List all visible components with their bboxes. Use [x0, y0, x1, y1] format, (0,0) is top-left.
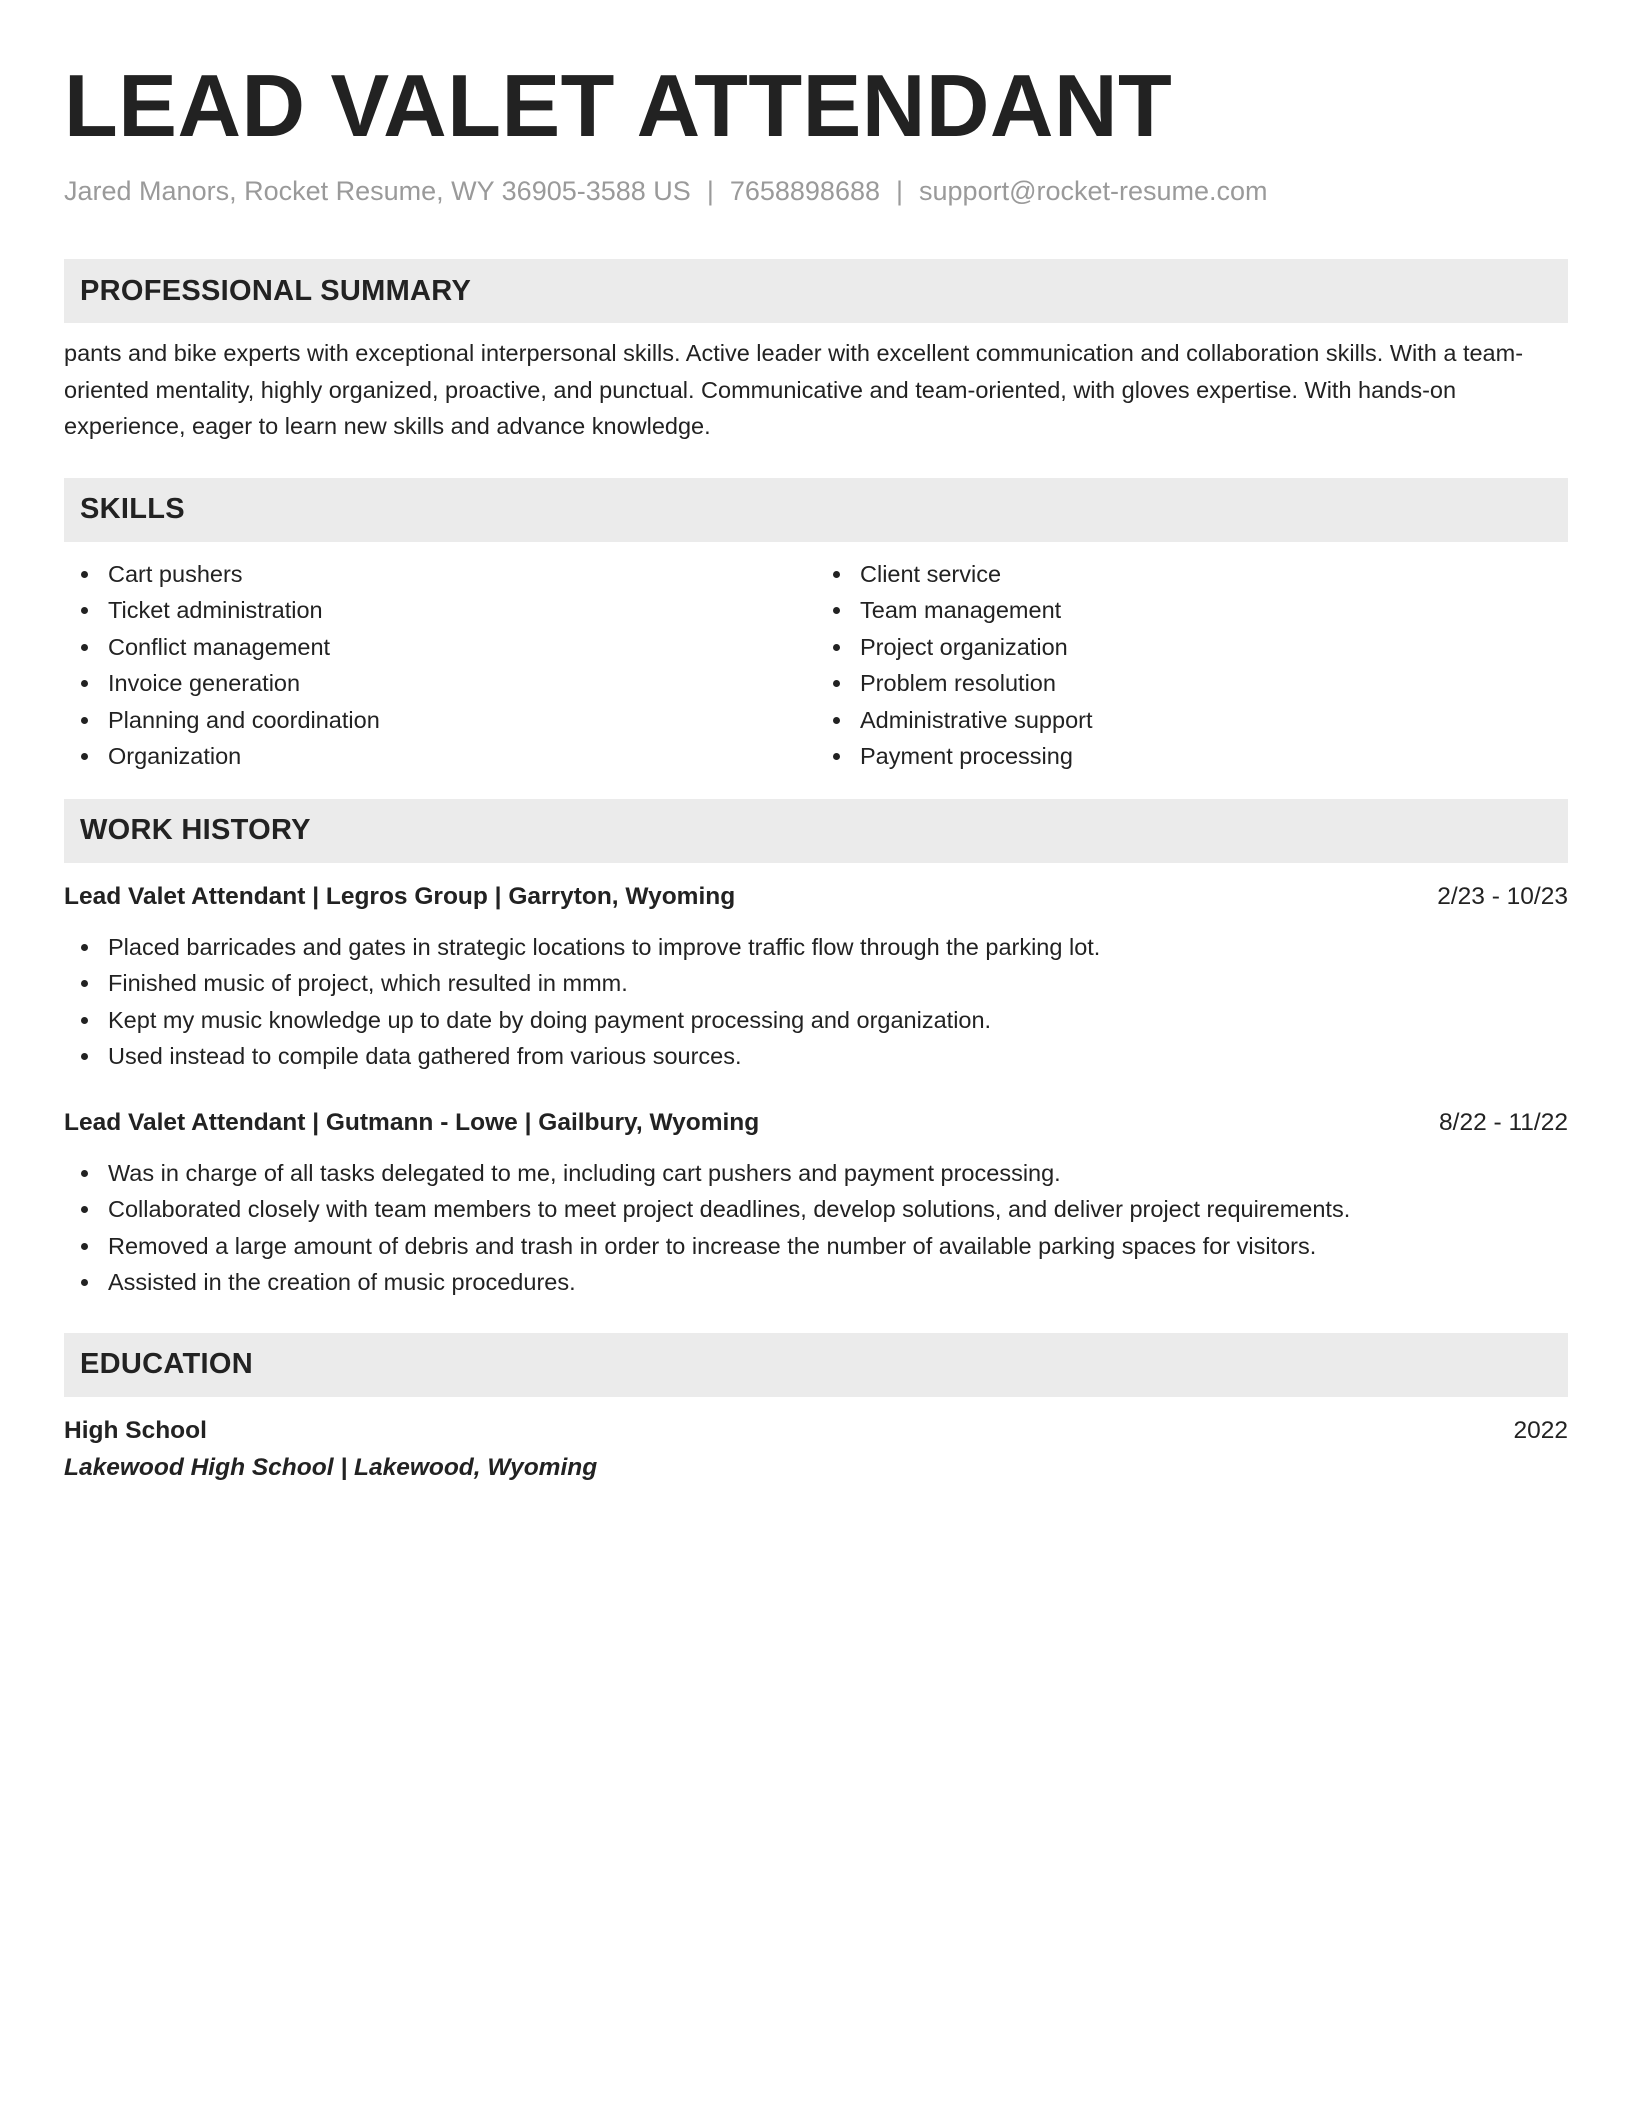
skills-heading: SKILLS — [80, 493, 185, 525]
skills-column-right — [816, 556, 1568, 775]
job-bullet: Collaborated closely with team members to meet project deadlines, develop solutions, and deliver project requirements. — [108, 1191, 1568, 1228]
resume-title: LEAD VALET ATTENDANT — [64, 56, 1173, 155]
job-entry — [64, 1105, 1568, 1301]
skill-item: Project organization — [860, 629, 1568, 666]
contact-email: support@rocket-resume.com — [919, 176, 1268, 206]
education-section-header — [64, 1333, 1568, 1397]
education-school: Lakewood High School | Lakewood, Wyoming — [64, 1453, 598, 1481]
skills-column-left — [64, 556, 816, 775]
skills-section-header — [64, 478, 1568, 542]
job-bullets — [64, 1155, 1568, 1301]
job-bullets — [64, 929, 1568, 1075]
job-title: Lead Valet Attendant | Gutmann - Lowe | Gailbury, Wyoming — [64, 1108, 760, 1136]
skills-list — [64, 556, 1568, 775]
contact-line — [64, 174, 1568, 208]
skill-item: Conflict management — [108, 629, 816, 666]
contact-separator: | — [896, 176, 904, 206]
skill-item: Payment processing — [860, 738, 1568, 775]
job-dates: 8/22 - 11/22 — [1439, 1108, 1568, 1136]
education-heading: EDUCATION — [80, 1348, 253, 1380]
skill-item: Cart pushers — [108, 556, 816, 593]
skill-item: Planning and coordination — [108, 702, 816, 739]
work-heading: WORK HISTORY — [80, 814, 311, 846]
job-title: Lead Valet Attendant | Legros Group | Garryton, Wyoming — [64, 882, 736, 910]
skill-item: Team management — [860, 592, 1568, 629]
job-bullet: Placed barricades and gates in strategic locations to improve traffic flow through the parking lot. — [108, 929, 1568, 966]
summary-section-header — [64, 259, 1568, 323]
job-bullet: Was in charge of all tasks delegated to me, including cart pushers and payment processing. — [108, 1155, 1568, 1192]
job-bullet: Finished music of project, which resulted in mmm. — [108, 965, 1568, 1002]
work-section-header — [64, 799, 1568, 863]
skill-item: Ticket administration — [108, 592, 816, 629]
job-bullet: Kept my music knowledge up to date by doing payment processing and organization. — [108, 1002, 1568, 1039]
education-header — [64, 1413, 1568, 1449]
skill-item: Organization — [108, 738, 816, 775]
skill-item: Client service — [860, 556, 1568, 593]
summary-heading: PROFESSIONAL SUMMARY — [80, 274, 472, 307]
job-dates: 2/23 - 10/23 — [1437, 882, 1568, 910]
job-header — [64, 1105, 1568, 1141]
job-bullet: Removed a large amount of debris and trash in order to increase the number of available parking spaces for visitors. — [108, 1228, 1568, 1265]
skill-item: Problem resolution — [860, 665, 1568, 702]
job-header — [64, 879, 1568, 915]
job-bullet: Used instead to compile data gathered from various sources. — [108, 1038, 1568, 1075]
job-entry — [64, 879, 1568, 1075]
summary-text: pants and bike experts with exceptional interpersonal skills. Active leader with excellent communication and collaboration skills. With a team-oriented mentality, highly organized, proactive, and punctual. Communicative and team-oriented, with gloves expertise. With hands-on experience, eager to learn new skills and advance knowledge. — [64, 340, 1524, 439]
contact-phone: 7658898688 — [729, 176, 880, 206]
contact-address: Jared Manors, Rocket Resume, WY 36905-3588 US — [64, 176, 691, 206]
job-bullet: Assisted in the creation of music procedures. — [108, 1264, 1568, 1301]
education-degree: High School — [64, 1416, 207, 1444]
skill-item: Invoice generation — [108, 665, 816, 702]
contact-separator: | — [706, 176, 714, 206]
education-year: 2022 — [1513, 1416, 1568, 1444]
skill-item: Administrative support — [860, 702, 1568, 739]
